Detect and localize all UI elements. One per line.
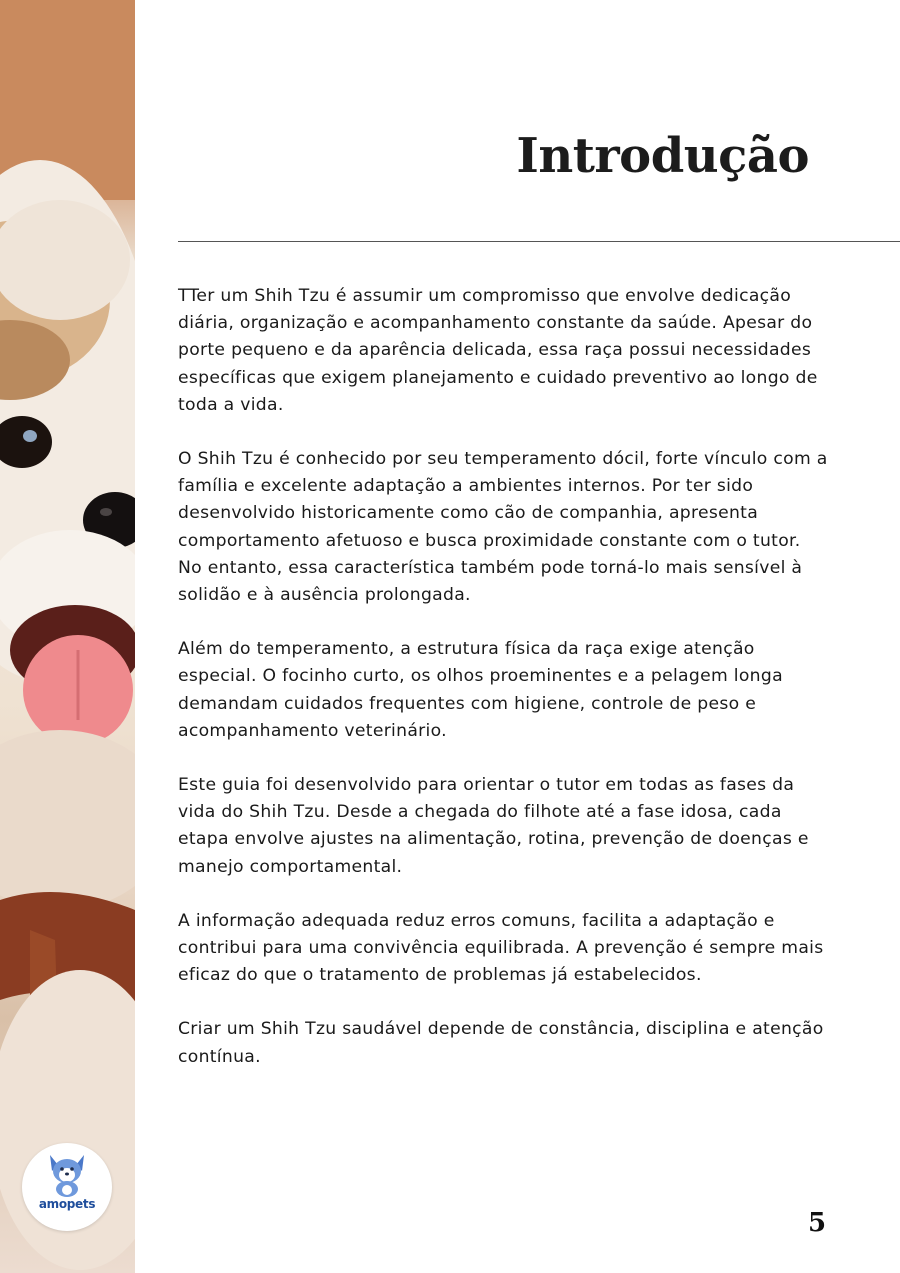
paragraph: TTer um Shih Tzu é assumir um compromisso que envolve dedicação diária, organização e acompanhamento constante da saúde. Apesar do porte pequeno e da aparência delicada, essa raça possui necessidades específicas que exigem planejamento e cuidado preventivo ao longo de toda a vida.	[178, 286, 818, 415]
title-divider	[178, 241, 900, 242]
shih-tzu-photo	[0, 0, 135, 1273]
paragraph: Este guia foi desenvolvido para orientar o tutor em todas as fases da vida do Shih Tzu. Desde a chegada do filhote até a fase idosa, cada etapa envolve ajustes na alimentação, rotina, prevenção de doenças e manejo comportamental.	[178, 775, 809, 877]
dog-mascot-icon	[42, 1149, 92, 1199]
paragraph: A informação adequada reduz erros comuns, facilita a adaptação e contribui para uma convivência equilibrada. A prevenção é sempre mais eficaz do que o tratamento de problemas já estabelecidos.	[178, 910, 824, 986]
paragraph: O Shih Tzu é conhecido por seu temperamento dócil, forte vínculo com a família e excelente adaptação a ambientes internos. Por ter sido desenvolvido historicamente como cão de companhia, apresenta comportamento afetuoso e busca proximidade constante com o tutor. No entanto, essa característica também pode torná-lo mais sensível à solidão e à ausência prolongada.	[178, 449, 828, 606]
paragraph: Criar um Shih Tzu saudável depende de constância, disciplina e atenção contínua.	[178, 1019, 824, 1067]
body-text	[178, 283, 828, 1098]
page-number: 5	[808, 1208, 827, 1238]
shih-tzu-illustration	[0, 0, 135, 1273]
page-title: Introdução	[516, 128, 809, 184]
paragraph: Além do temperamento, a estrutura física da raça exige atenção especial. O focinho curto, os olhos proeminentes e a pelagem longa demandam cuidados frequentes com higiene, controle de peso e acompanhamento veterinário.	[178, 639, 783, 741]
amopets-logo	[22, 1143, 112, 1231]
logo-text: amopets	[38, 1197, 96, 1211]
